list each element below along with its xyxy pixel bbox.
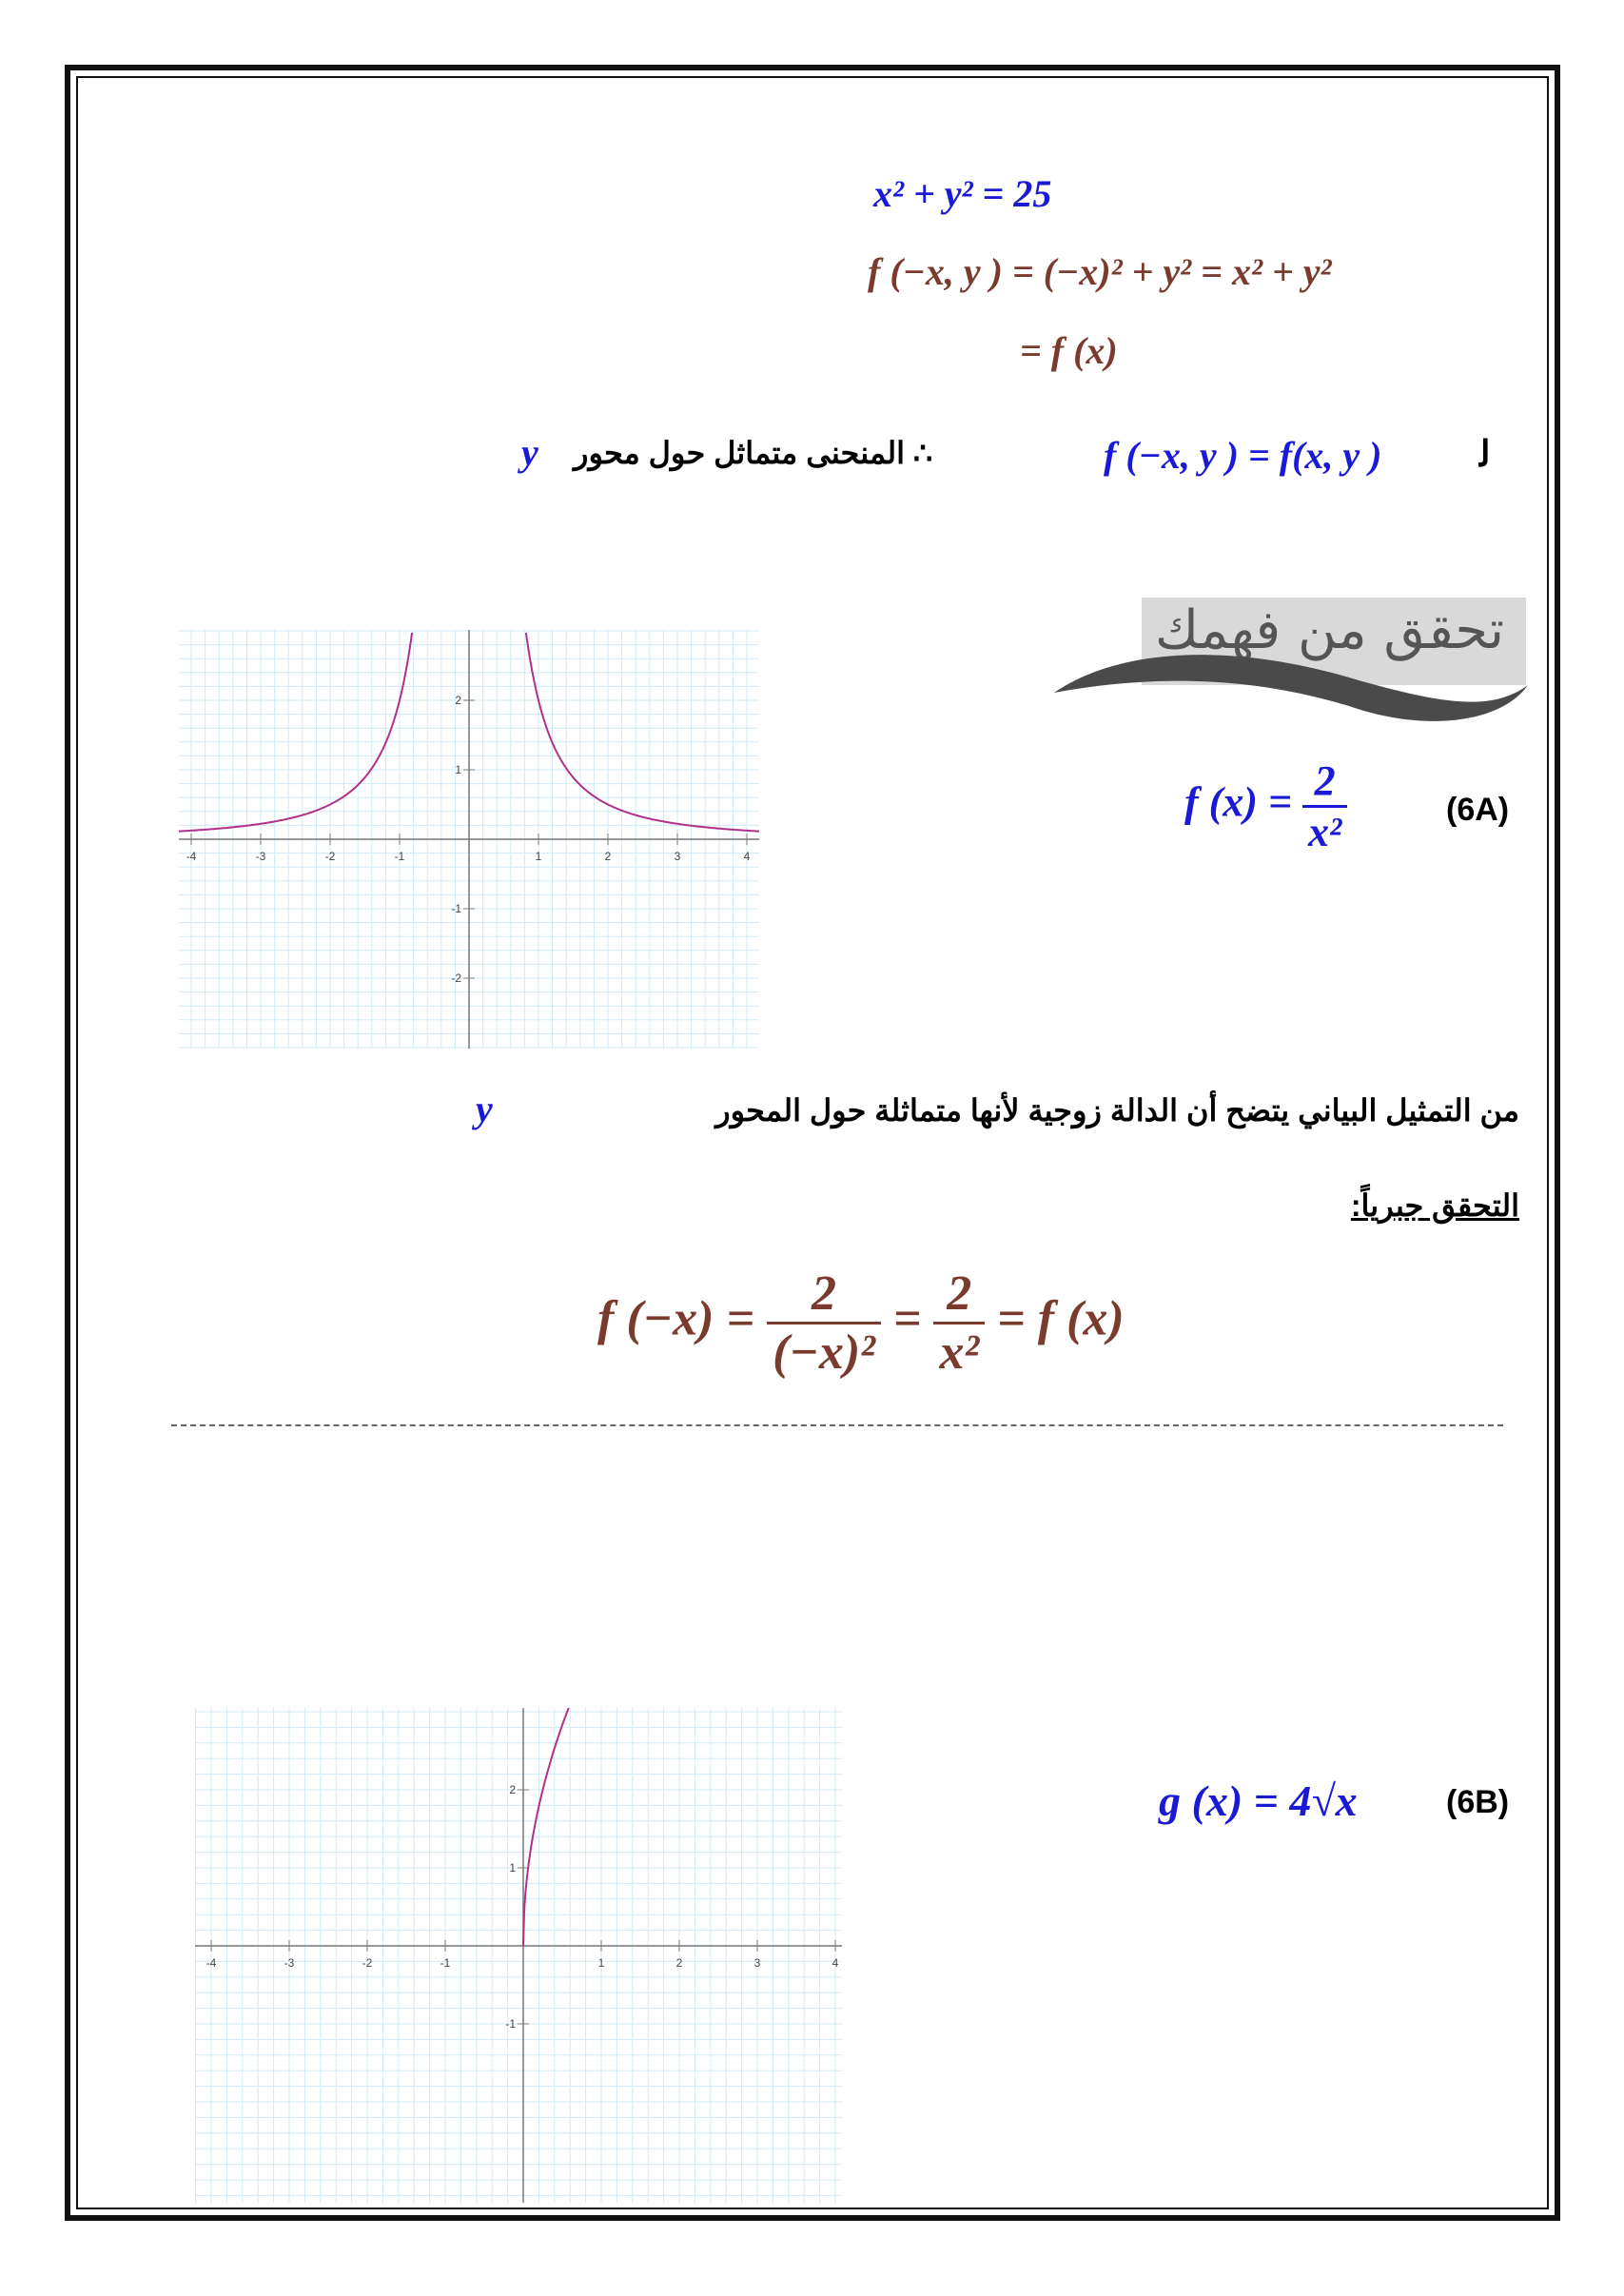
verify-numerator-2: 2 <box>933 1266 985 1325</box>
x-tick-label: -1 <box>394 850 405 863</box>
x-tick-label: 3 <box>753 1956 761 1970</box>
y-tick-label: -2 <box>451 971 461 985</box>
function-curve <box>526 633 759 832</box>
y-tick-label: 1 <box>509 1861 516 1874</box>
verify-denominator-1: (−x)² <box>773 1325 875 1380</box>
x-tick-label: -4 <box>205 1956 217 1970</box>
symmetry-test-result: = f (x) <box>1020 329 1118 372</box>
symmetry-test-line: f (−x, y ) = (−x)² + y² = x² + y² <box>868 250 1332 293</box>
section-divider <box>171 1424 1503 1426</box>
verify-denominator-2: x² <box>939 1325 980 1380</box>
x-tick-label: 1 <box>535 850 542 863</box>
graph-6b <box>195 1708 842 2203</box>
banner-swoosh <box>1045 590 1539 733</box>
therefore-symbol: ∴ <box>912 436 933 470</box>
x-tick-label: -3 <box>284 1956 295 1970</box>
graph-6a <box>179 630 759 1049</box>
function-curve <box>523 1708 569 1946</box>
fraction-numerator: 2 <box>1302 756 1347 808</box>
y-tick-label: 2 <box>455 694 461 707</box>
verify-rhs: = f (x) <box>997 1291 1125 1346</box>
check-understanding-banner <box>1045 590 1539 733</box>
x-tick-label: 4 <box>832 1956 839 1970</box>
x-tick-label: 2 <box>604 850 612 863</box>
verify-lhs: f (−x) = <box>597 1291 755 1346</box>
x-tick-label: -1 <box>440 1956 451 1970</box>
x-tick-label: -2 <box>362 1956 373 1970</box>
y-tick-label: 2 <box>509 1783 516 1796</box>
x-tick-label: 3 <box>674 850 681 863</box>
y-tick-label: -1 <box>505 2017 516 2031</box>
function-lhs: f (x) = <box>1184 778 1293 826</box>
x-tick-label: -3 <box>255 850 266 863</box>
algebraic-verification <box>597 1266 1125 1381</box>
graph-conclusion-text: من التمثيل البياني يتضح أن الدالة زوجية لأنها متماثلة حول المحور <box>715 1093 1519 1128</box>
x-tick-label: 2 <box>675 1956 683 1970</box>
function-curve <box>179 633 412 832</box>
verify-numerator-1: 2 <box>767 1266 881 1325</box>
circle-equation: x² + y² = 25 <box>873 172 1052 215</box>
banner-title: تحقق من فهمك <box>1155 599 1505 661</box>
verify-equals: = <box>892 1291 922 1346</box>
x-tick-label: -4 <box>186 850 197 863</box>
conclusion-text <box>574 435 932 471</box>
x-tick-label: 1 <box>597 1956 605 1970</box>
fraction-denominator: x² <box>1308 809 1342 855</box>
y-tick-label: 1 <box>455 763 461 776</box>
y-tick-label: -1 <box>451 902 461 915</box>
algebraic-check-heading: التحقق جبرياً: <box>1350 1188 1519 1223</box>
axis-variable: y <box>521 431 538 474</box>
problem-6a-label: (6A) <box>1446 792 1510 828</box>
problem-6a-function <box>1184 756 1347 856</box>
symmetry-condition: f (−x, y ) = f(x, y ) <box>1104 434 1382 477</box>
graph-conclusion-variable: y <box>476 1088 493 1130</box>
problem-6b-function: g (x) = 4√x <box>1159 1776 1358 1825</box>
x-tick-label: 4 <box>743 850 751 863</box>
problem-6b-label: (6B) <box>1446 1784 1510 1820</box>
x-tick-label: -2 <box>324 850 336 863</box>
conclusion-sentence: المنحنى متماثل حول محور <box>574 436 905 470</box>
since-symbol: ﻟ <box>1479 435 1491 475</box>
